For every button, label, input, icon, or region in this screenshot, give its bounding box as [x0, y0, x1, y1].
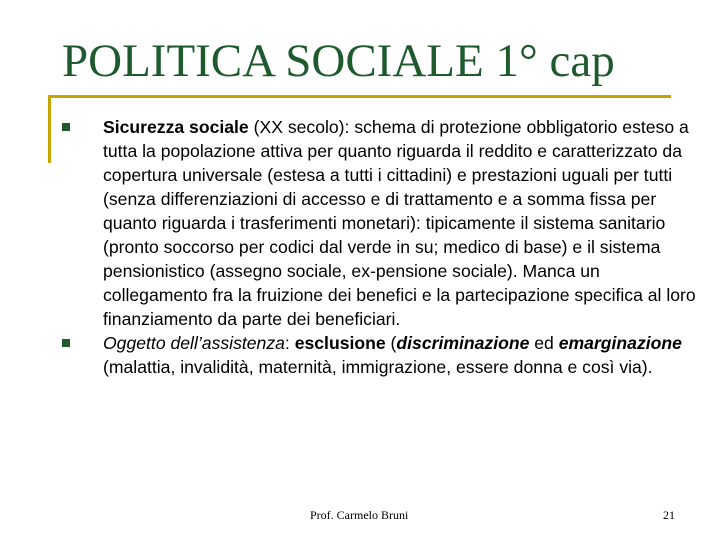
page-number: 21: [663, 508, 675, 522]
text-segment: esclusione: [294, 333, 386, 353]
text-segment: (XX secolo): schema di protezione obbligatorio esteso a tutta la popolazione attiva per quanto riguarda il reddito e caratterizzato da copertura universale (estesa a tutti i cittadini) e prestazioni uguali per tutti (senza differenziazioni di accesso e di trattamento e a somma fissa per quanto riguarda i trasferimenti monetari): tipicamente il sistema sanitario (pronto soccorso per codici dal verde in su; medico di base) e il sistema pensionistico (assegno sociale, ex-pensione sociale). Manca un collegamento fra la fruizione dei benefici e la partecipazione specifica al loro finanziamento da parte dei beneficiari.: [103, 117, 696, 329]
bullet-item-sicurezza-sociale: [60, 115, 700, 331]
left-accent-rule: [48, 95, 51, 163]
text-segment: (malattia, invalidità, maternità, immigrazione, essere donna e così via).: [103, 357, 653, 377]
text-segment: Sicurezza sociale: [103, 117, 249, 137]
bullet-item-oggetto-assistenza: [60, 331, 700, 379]
text-segment: ed: [529, 333, 559, 353]
text-segment: Oggetto dell’assistenza: [103, 333, 285, 353]
slide-title: POLITICA SOCIALE 1° cap: [62, 35, 615, 87]
square-bullet-icon: [62, 339, 70, 347]
text-segment: :: [284, 333, 295, 353]
title-underline-rule: [48, 95, 671, 98]
text-segment: emarginazione: [558, 333, 682, 353]
bullet-text: [103, 333, 682, 377]
square-bullet-icon: [62, 123, 70, 131]
text-segment: (: [385, 333, 397, 353]
text-segment: discriminazione: [396, 333, 530, 353]
footer-author: Prof. Carmelo Bruni: [310, 508, 409, 522]
bullet-text: [103, 117, 696, 329]
bullet-list: [60, 115, 700, 379]
